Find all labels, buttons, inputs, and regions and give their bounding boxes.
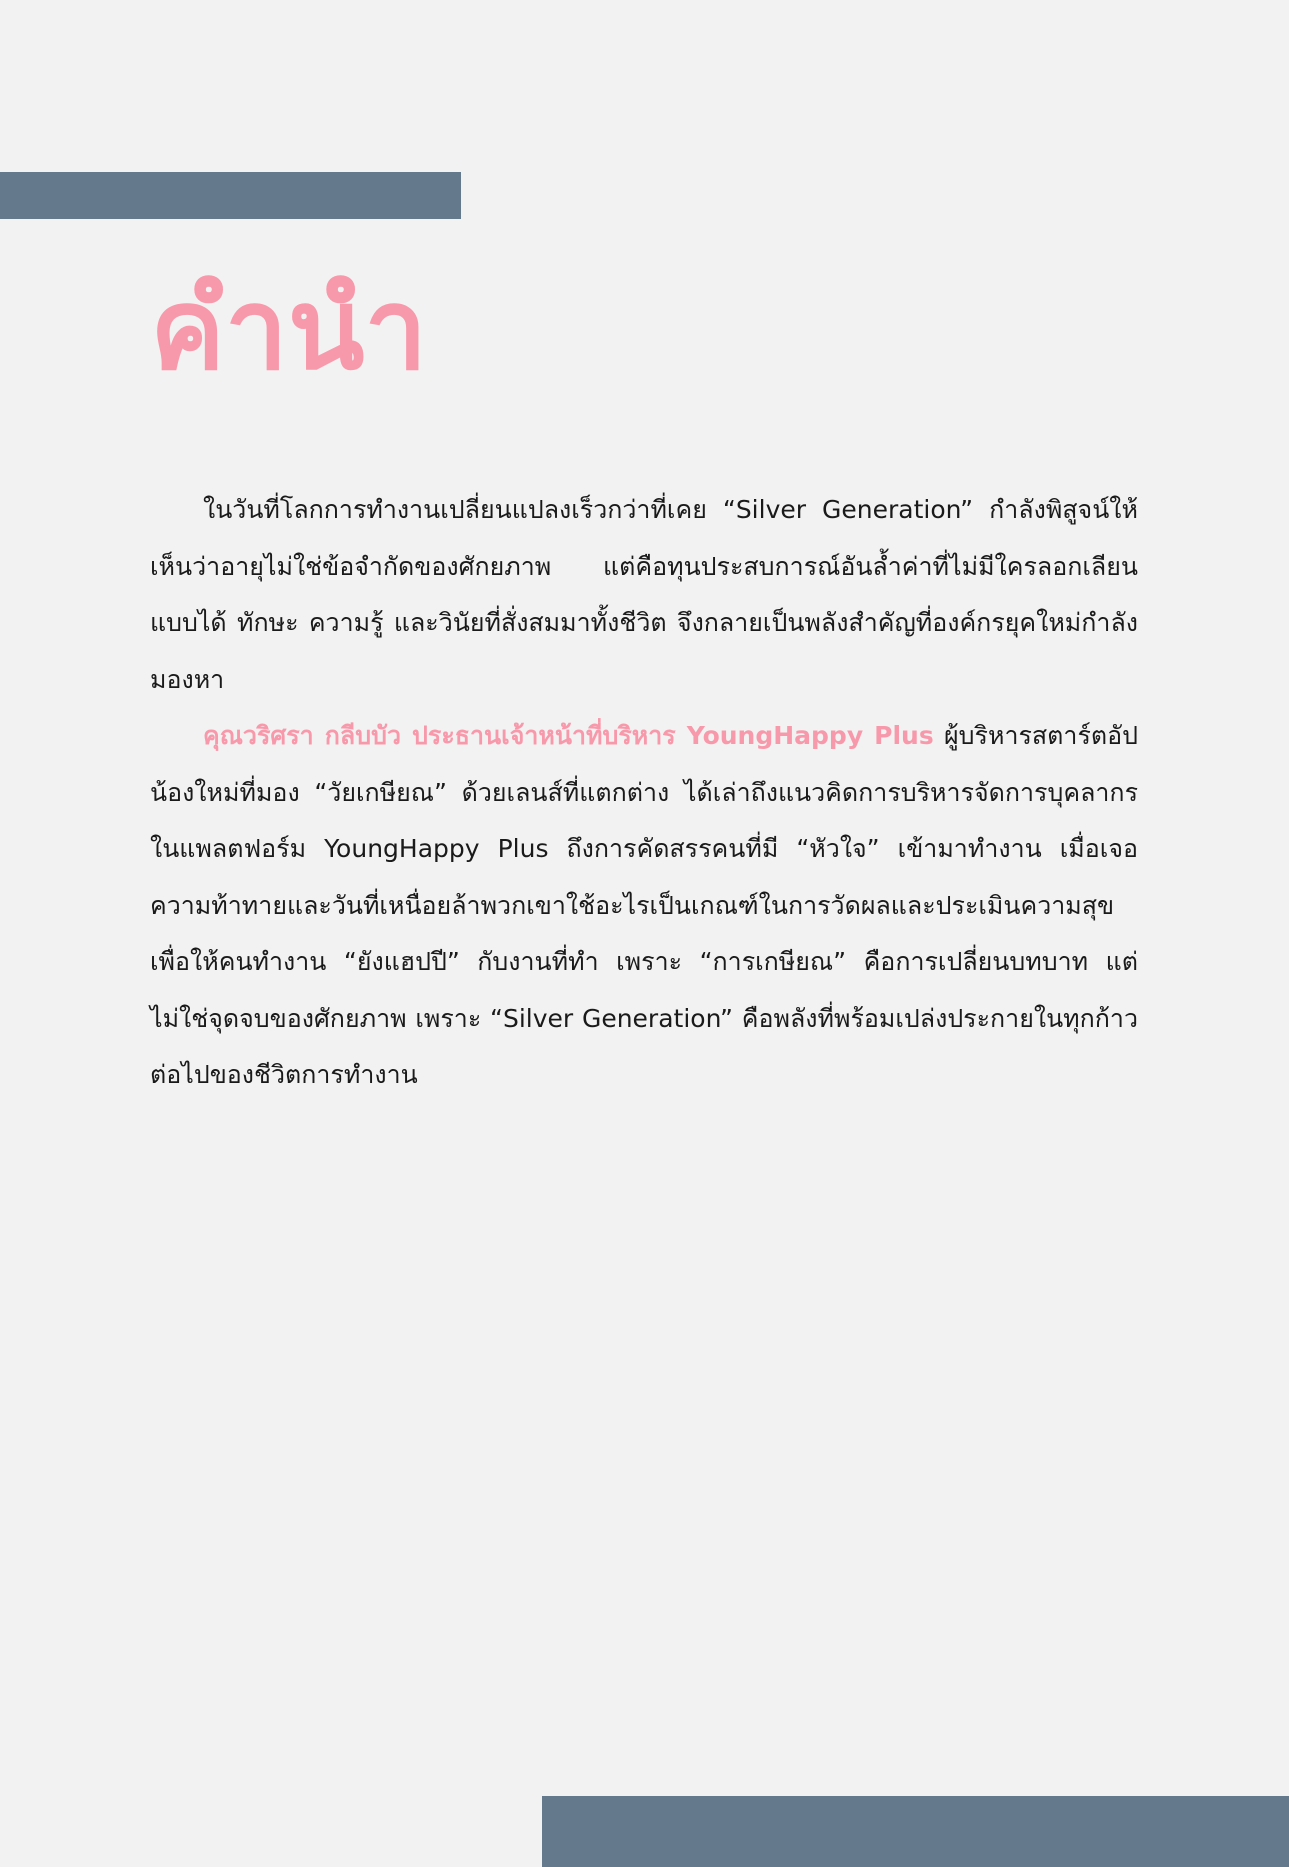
foreword-body xyxy=(150,482,1138,1104)
page-title: คำนำ xyxy=(150,265,428,395)
decorative-top-bar xyxy=(0,172,461,219)
paragraph-interview xyxy=(150,708,1138,1104)
paragraph-interview-text: ผู้บริหารสตาร์ตอัปน้องใหม่ที่มอง “วัยเกษียณ” ด้วยเลนส์ที่แตกต่าง ได้เล่าถึงแนวคิดการบริหารจัดการบุคลากรในแพลตฟอร์ม YoungHappy Plus ถึงการคัดสรรคนที่มี “หัวใจ” เข้ามาทำงาน เมื่อเจอความท้าทายและวันที่เหนื่อยล้าพวกเขาใช้อะไรเป็นเกณฑ์ในการวัดผลและประเมินความสุขเพื่อให้คนทำงาน “ยังแฮปปี” กับงานที่ทำ เพราะ “การเกษียณ” คือการเปลี่ยนบทบาท แต่ไม่ใช่จุดจบของศักยภาพ เพราะ “Silver Generation” คือพลังที่พร้อมเปล่งประกายในทุกก้าวต่อไปของชีวิตการทำงาน xyxy=(150,721,1138,1089)
paragraph-intro: ในวันที่โลกการทำงานเปลี่ยนแปลงเร็วกว่าที่เคย “Silver Generation” กำลังพิสูจน์ให้เห็นว่าอายุไม่ใช่ข้อจำกัดของศักยภาพ แต่คือทุนประสบการณ์อันล้ำค่าที่ไม่มีใครลอกเลียนแบบได้ ทักษะ ความรู้ และวินัยที่สั่งสมมาทั้งชีวิต จึงกลายเป็นพลังสำคัญที่องค์กรยุคใหม่กำลังมองหา xyxy=(150,495,1138,694)
speaker-highlight: คุณวริศรา กลีบบัว ประธานเจ้าหน้าที่บริหาร YoungHappy Plus xyxy=(203,721,934,750)
decorative-bottom-bar xyxy=(542,1796,1289,1867)
